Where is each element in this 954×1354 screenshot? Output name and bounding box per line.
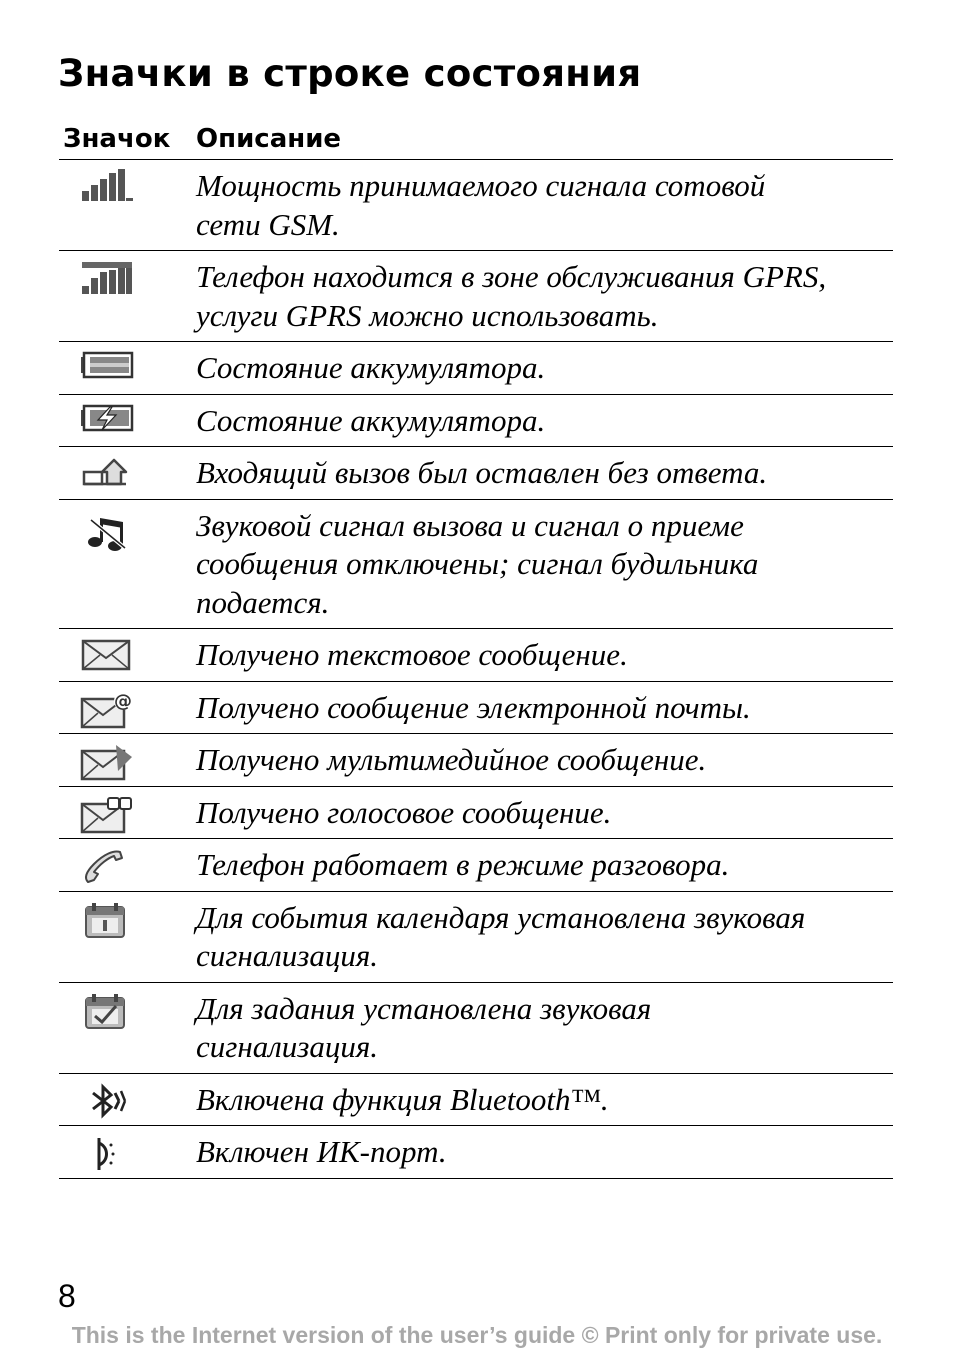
row-description: Включена функция Bluetooth™. bbox=[196, 1081, 609, 1117]
row-description: Входящий вызов был оставлен без ответа. bbox=[196, 455, 768, 490]
table-row bbox=[59, 629, 893, 682]
row-description: Включен ИК-порт. bbox=[196, 1134, 447, 1169]
table-row bbox=[59, 1126, 893, 1179]
task-alarm-icon bbox=[59, 983, 196, 1073]
row-description: Мощность принимаемого сигнала сотовой сети GSM. bbox=[196, 168, 766, 242]
header-icon-column: Значок bbox=[63, 123, 171, 154]
row-description: Получено мультимедийное сообщение. bbox=[196, 742, 707, 777]
table-row bbox=[59, 682, 893, 735]
table-row bbox=[59, 734, 893, 787]
email-message-icon bbox=[59, 682, 196, 734]
row-description: Получено сообщение электронной почты. bbox=[196, 689, 751, 725]
page-title: Значки в строке состояния bbox=[58, 52, 642, 95]
table-row bbox=[59, 500, 893, 630]
row-description: Телефон находится в зоне обслуживания GPRS, услуги GPRS можно использовать. bbox=[196, 259, 827, 333]
ongoing-call-icon bbox=[59, 839, 196, 891]
status-icons-table bbox=[59, 118, 893, 1179]
table-row bbox=[59, 395, 893, 448]
infrared-port-icon bbox=[59, 1126, 196, 1178]
row-description: Звуковой сигнал вызова и сигнал о приеме сообщения отключены; сигнал будильника подается. bbox=[196, 507, 759, 620]
missed-call-icon bbox=[59, 447, 196, 499]
footer-note: This is the Internet version of the user’s guide © Print only for private use. bbox=[71, 1322, 883, 1348]
row-description: Для задания установлена звуковая сигнализация. bbox=[196, 990, 652, 1064]
row-description: Телефон работает в режиме разговора. bbox=[196, 847, 730, 882]
row-description: Состояние аккумулятора. bbox=[196, 350, 546, 385]
table-row bbox=[59, 251, 893, 342]
table-row bbox=[59, 787, 893, 840]
signal-strength-icon bbox=[59, 160, 196, 250]
gprs-signal-icon bbox=[59, 251, 196, 341]
table-row bbox=[59, 447, 893, 500]
calendar-alarm-icon bbox=[59, 892, 196, 982]
bluetooth-icon bbox=[59, 1074, 196, 1126]
battery-icon bbox=[59, 342, 196, 394]
row-description: Получено текстовое сообщение. bbox=[196, 637, 628, 672]
multimedia-message-icon bbox=[59, 734, 196, 786]
table-row bbox=[59, 1074, 893, 1127]
row-description: Состояние аккумулятора. bbox=[196, 402, 546, 438]
table-header bbox=[59, 118, 893, 160]
table-row bbox=[59, 160, 893, 251]
table-row bbox=[59, 342, 893, 395]
text-message-icon bbox=[59, 629, 196, 681]
row-description: Получено голосовое сообщение. bbox=[196, 794, 612, 830]
silent-mode-icon bbox=[59, 500, 196, 629]
voice-message-icon bbox=[59, 787, 196, 839]
table-row bbox=[59, 839, 893, 892]
svg-text:@: @ bbox=[113, 690, 132, 712]
battery-charging-icon bbox=[59, 395, 196, 447]
row-description: Для события календаря установлена звуковая сигнализация. bbox=[196, 899, 806, 973]
table-row bbox=[59, 892, 893, 983]
table-row bbox=[59, 983, 893, 1074]
page-number: 8 bbox=[58, 1278, 76, 1314]
header-description-column: Описание bbox=[196, 123, 342, 154]
